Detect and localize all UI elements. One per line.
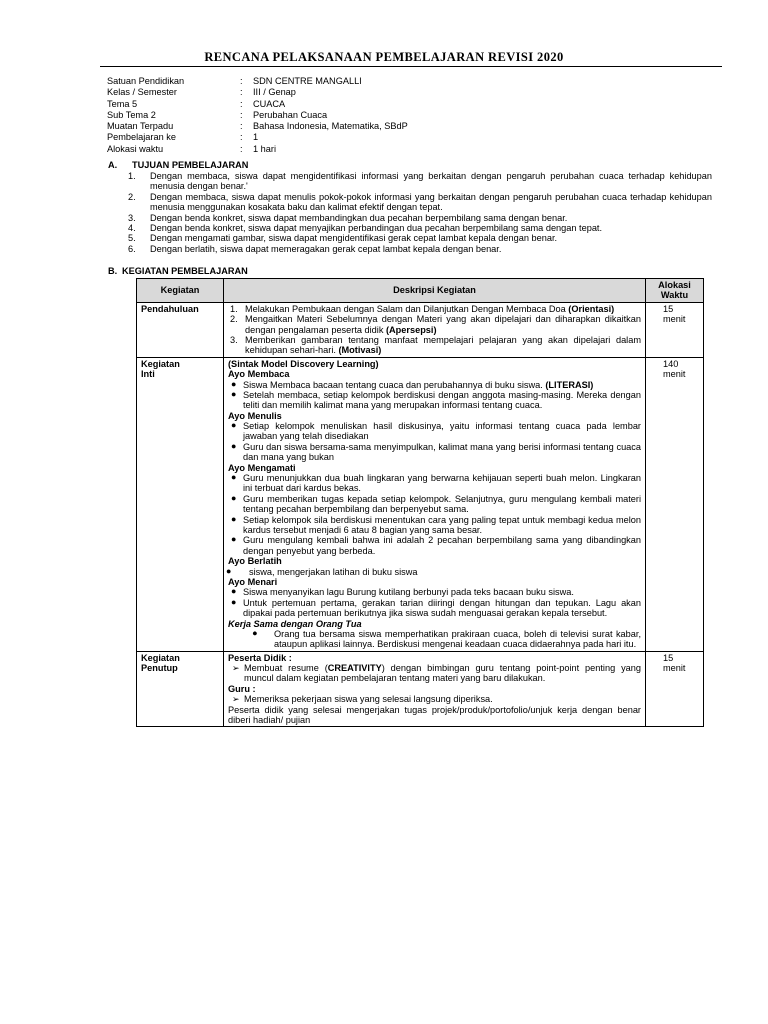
goal-text: Dengan benda konkret, siswa dapat membandingkan dua pecahan berpembilang sama dengan benar. [150, 212, 568, 223]
item-text: Untuk pertemuan pertama, gerakan tarian diiringi dengan hitungan dan tepukan. Lagu akan dipakai pada pertemuan berikutnya jika siswa sudah menguasai gerakan kepala tersebut. [243, 597, 641, 619]
identity-colon: : [240, 121, 243, 132]
list-item [228, 663, 641, 684]
step-tag: (Motivasi) [338, 345, 382, 356]
subheading: Peserta Didik : [228, 652, 292, 663]
item-text: Membuat resume ( [244, 663, 328, 674]
activity-name [137, 651, 224, 727]
list-item [228, 390, 641, 411]
step-number: 3. [230, 334, 238, 345]
activity-name-line: Kegiatan [141, 358, 180, 369]
subheading: Ayo Menulis [228, 410, 282, 421]
list-item [228, 587, 641, 597]
table-header-row [137, 279, 704, 303]
bullet-icon: ● [252, 627, 258, 638]
header-alokasi: Alokasi Waktu [646, 279, 704, 303]
section-letter: A. [108, 160, 118, 170]
list-item [228, 694, 641, 704]
bullet-icon: ● [231, 420, 237, 431]
time-unit: menit [663, 314, 686, 325]
goal-text: Dengan berlatih, siswa dapat memeragakan gerak cepat lambat kepala dengan benar. [150, 243, 502, 254]
identity-value: SDN CENTRE MANGALLI [253, 76, 362, 86]
activity-name [137, 357, 224, 651]
section-b-heading [108, 266, 248, 276]
section-title: TUJUAN PEMBELAJARAN [132, 160, 249, 170]
step-tag: (Orientasi) [568, 303, 615, 314]
list-item [228, 598, 641, 619]
identity-row [107, 132, 408, 143]
item-text: Setelah membaca, setiap kelompok berdiskusi dengan anggota masing-masing. Mereka dengan teliti dan memilih kalimat mana yang merupakan informasi tentang cuaca. [243, 389, 641, 411]
list-item [228, 473, 641, 494]
subheading-italic: Kerja Sama dengan Orang Tua [228, 618, 362, 629]
activities-table [136, 278, 704, 727]
goal-item [130, 244, 712, 254]
identity-label: Muatan Terpadu [107, 121, 174, 132]
activity-name: Pendahuluan [137, 302, 224, 357]
time-unit: menit [663, 369, 686, 380]
time-value: 15 [663, 303, 674, 314]
section-title: KEGIATAN PEMBELAJARAN [122, 266, 248, 276]
bullet-icon: ● [231, 378, 237, 389]
section-a-heading [108, 160, 248, 170]
identity-colon: : [240, 132, 243, 143]
list-item [228, 629, 641, 650]
goal-text: Dengan benda konkret, siswa dapat menyajikan perbandingan dua pecahan berpembilang sama dengan tepat. [150, 222, 603, 233]
subheading: Ayo Membaca [228, 369, 290, 380]
arrow-bullet-icon: ➢ [232, 663, 240, 674]
step-text: Melakukan Pembukaan dengan Salam dan Dilanjutkan Dengan Membaca Doa [245, 303, 569, 314]
time-value: 15 [663, 652, 674, 663]
pendahuluan-steps [228, 304, 641, 356]
table-row-inti [137, 357, 704, 651]
list-item [228, 421, 641, 442]
step-number: 2. [230, 314, 238, 325]
goals-list [130, 171, 712, 254]
item-text: Memeriksa pekerjaan siswa yang selesai langsung diperiksa. [244, 694, 493, 705]
item-text: Guru memberikan tugas kepada setiap kelompok. Selanjutnya, guru mengulang kembali materi tentang pecahan berpembilang dan berpenyebut sama. [243, 493, 641, 515]
activity-description [224, 302, 646, 357]
step-text: Mengaitkan Materi Sebelumnya dengan Materi yang akan dipelajari dan diharapkan dikaitkan dengan pengalaman peserta didik [245, 314, 641, 335]
item-text: Orang tua bersama siswa memperhatikan prakiraan cuaca, boleh di televisi surat kabar, ataupun aplikasi lainnya. Berdiskusi mengenai keadaan cuaca didaerahnya pada hari itu. [274, 628, 641, 650]
identity-colon: : [240, 76, 243, 86]
identity-label: Kelas / Semester [107, 87, 177, 98]
goal-text: Dengan membaca, siswa dapat mengidentifikasi informasi yang berkaitan dengan pengaruh perubahan cuaca terhadap kehidupan menusia dengan benar.' [150, 171, 712, 192]
step-number: 1. [230, 303, 238, 314]
goal-item [130, 233, 712, 243]
time-allocation [646, 651, 704, 727]
list-item [228, 442, 641, 463]
identity-colon: : [240, 98, 243, 109]
goal-text: Dengan mengamati gambar, siswa dapat mengidentifikasi gerak cepat lambat kepala dengan benar. [150, 233, 558, 244]
identity-row [107, 99, 408, 110]
identity-label: Pembelajaran ke [107, 132, 176, 143]
identity-colon: : [240, 87, 243, 98]
identity-value: III / Genap [253, 87, 296, 98]
bullet-icon: ● [231, 472, 237, 483]
bullet-icon: ● [231, 440, 237, 451]
goal-item [130, 223, 712, 233]
goal-number: 4. [128, 222, 136, 233]
table-row-pendahuluan [137, 302, 704, 357]
step-text: Memberikan gambaran tentang manfaat mempelajari pelajaran yang akan dipelajari dalam kehidupan sehari-hari. [245, 334, 641, 356]
identity-label: Satuan Pendidikan [107, 76, 185, 86]
bullet-icon: ● [231, 492, 237, 503]
subheading: Guru : [228, 683, 256, 694]
identity-block [107, 76, 408, 155]
item-text: Siswa menyanyikan lagu Burung kutilang berbunyi pada teks bacaan buku siswa. [243, 587, 574, 598]
item-tag: CREATIVITY [327, 663, 382, 674]
bullet-icon: ● [231, 388, 237, 399]
arrow-bullet-icon: ➢ [232, 694, 240, 705]
item-text: Siswa Membaca bacaan tentang cuaca dan perubahannya di buku siswa. [243, 379, 546, 390]
list-item [228, 567, 641, 577]
list-item [228, 314, 641, 335]
time-allocation [646, 302, 704, 357]
list-item [228, 304, 641, 314]
list-item [228, 335, 641, 356]
identity-label: Sub Tema 2 [107, 109, 156, 120]
closing-text: Peserta didik yang selesai mengerjakan tugas projek/produk/portofolio/unjuk kerja dengan benar diberi hadiah/ pujian [228, 704, 641, 726]
goal-number: 5. [128, 233, 136, 244]
title-underline [100, 66, 722, 67]
identity-value: CUACA [253, 98, 286, 109]
item-text: Setiap kelompok sila berdiskusi menentukan cara yang paling tepat untuk membagi kedua melon kardus tersebut menjadi 6 atau 8 bagian yang sama besar. [243, 514, 641, 535]
section-letter: B. [108, 266, 118, 276]
bullet-icon: ● [231, 596, 237, 607]
identity-value: Perubahan Cuaca [253, 109, 328, 120]
goal-item [130, 213, 712, 223]
time-allocation [646, 357, 704, 651]
identity-colon: : [240, 143, 243, 154]
subheading: Ayo Menari [228, 576, 278, 587]
identity-row [107, 121, 408, 132]
document-title: RENCANA PELAKSANAAN PEMBELAJARAN REVISI 2020 [204, 50, 564, 64]
subheading: Ayo Mengamati [228, 462, 296, 473]
list-item [228, 535, 641, 556]
item-text: ) dengan bimbingan guru tentang point-point penting yang muncul dalam kegiatan pembelajaran tentang materi yang baru dilakukan. [244, 663, 641, 684]
item-text: Guru menunjukkan dua buah lingkaran yang berwarna kehijauan seperti buah melon. Lingkaran ini terbuat dari kardus bekas. [243, 473, 641, 494]
identity-row [107, 87, 408, 98]
goal-item [130, 192, 712, 213]
step-tag: (Apersepsi) [385, 324, 437, 335]
item-text: Setiap kelompok menuliskan hasil diskusinya, yaitu informasi tentang cuaca pada lembar jawaban yang telah disediakan [243, 421, 641, 442]
activity-name-line: Inti [141, 369, 155, 380]
item-text: Guru dan siswa bersama-sama menyimpulkan, kalimat mana yang berisi informasi tentang cuaca dan mana yang bukan [243, 441, 641, 463]
activity-description [224, 651, 646, 727]
header-kegiatan: Kegiatan [137, 279, 224, 303]
identity-row [107, 110, 408, 121]
item-tag: (LITERASI) [545, 379, 594, 390]
identity-value: 1 hari [253, 143, 276, 154]
bullet-icon: ● [231, 513, 237, 524]
identity-value: 1 [253, 132, 259, 143]
header-deskripsi: Deskripsi Kegiatan [224, 279, 646, 303]
goal-number: 3. [128, 212, 136, 223]
activity-description [224, 357, 646, 651]
goal-item [130, 171, 712, 192]
bullet-icon: ● [231, 534, 237, 545]
table-row-penutup [137, 651, 704, 727]
identity-colon: : [240, 109, 243, 120]
list-item [228, 380, 641, 390]
sintak-heading: (Sintak Model Discovery Learning) [228, 358, 379, 369]
list-item [228, 494, 641, 515]
list-item [228, 515, 641, 536]
bullet-icon: ● [226, 565, 232, 576]
identity-label: Tema 5 [107, 98, 138, 109]
goal-number: 2. [128, 191, 136, 202]
identity-row [107, 144, 408, 155]
identity-label: Alokasi waktu [107, 143, 164, 154]
identity-row [107, 76, 408, 87]
identity-value: Bahasa Indonesia, Matematika, SBdP [253, 121, 408, 132]
bullet-icon: ● [231, 586, 237, 597]
goal-number: 6. [128, 243, 136, 254]
item-text: siswa, mengerjakan latihan di buku siswa [249, 566, 418, 577]
goal-text: Dengan membaca, siswa dapat menulis pokok-pokok informasi yang berkaitan dengan pengaruh perubahan cuaca terhadap kehidupan menusia menggunakan kosakata baku dan kalimat efektif dengan tepat. [150, 191, 712, 213]
time-unit: menit [663, 663, 686, 674]
activity-name-line: Penutup [141, 663, 178, 674]
time-value: 140 [663, 358, 679, 369]
item-text: Guru mengulang kembali bahwa ini adalah 2 pecahan berpembilang sama yang dibandingkan dengan penyebut yang berbeda. [243, 535, 641, 556]
subheading: Ayo Berlatih [228, 556, 282, 567]
goal-number: 1. [128, 171, 136, 181]
activity-name-line: Kegiatan [141, 652, 180, 663]
